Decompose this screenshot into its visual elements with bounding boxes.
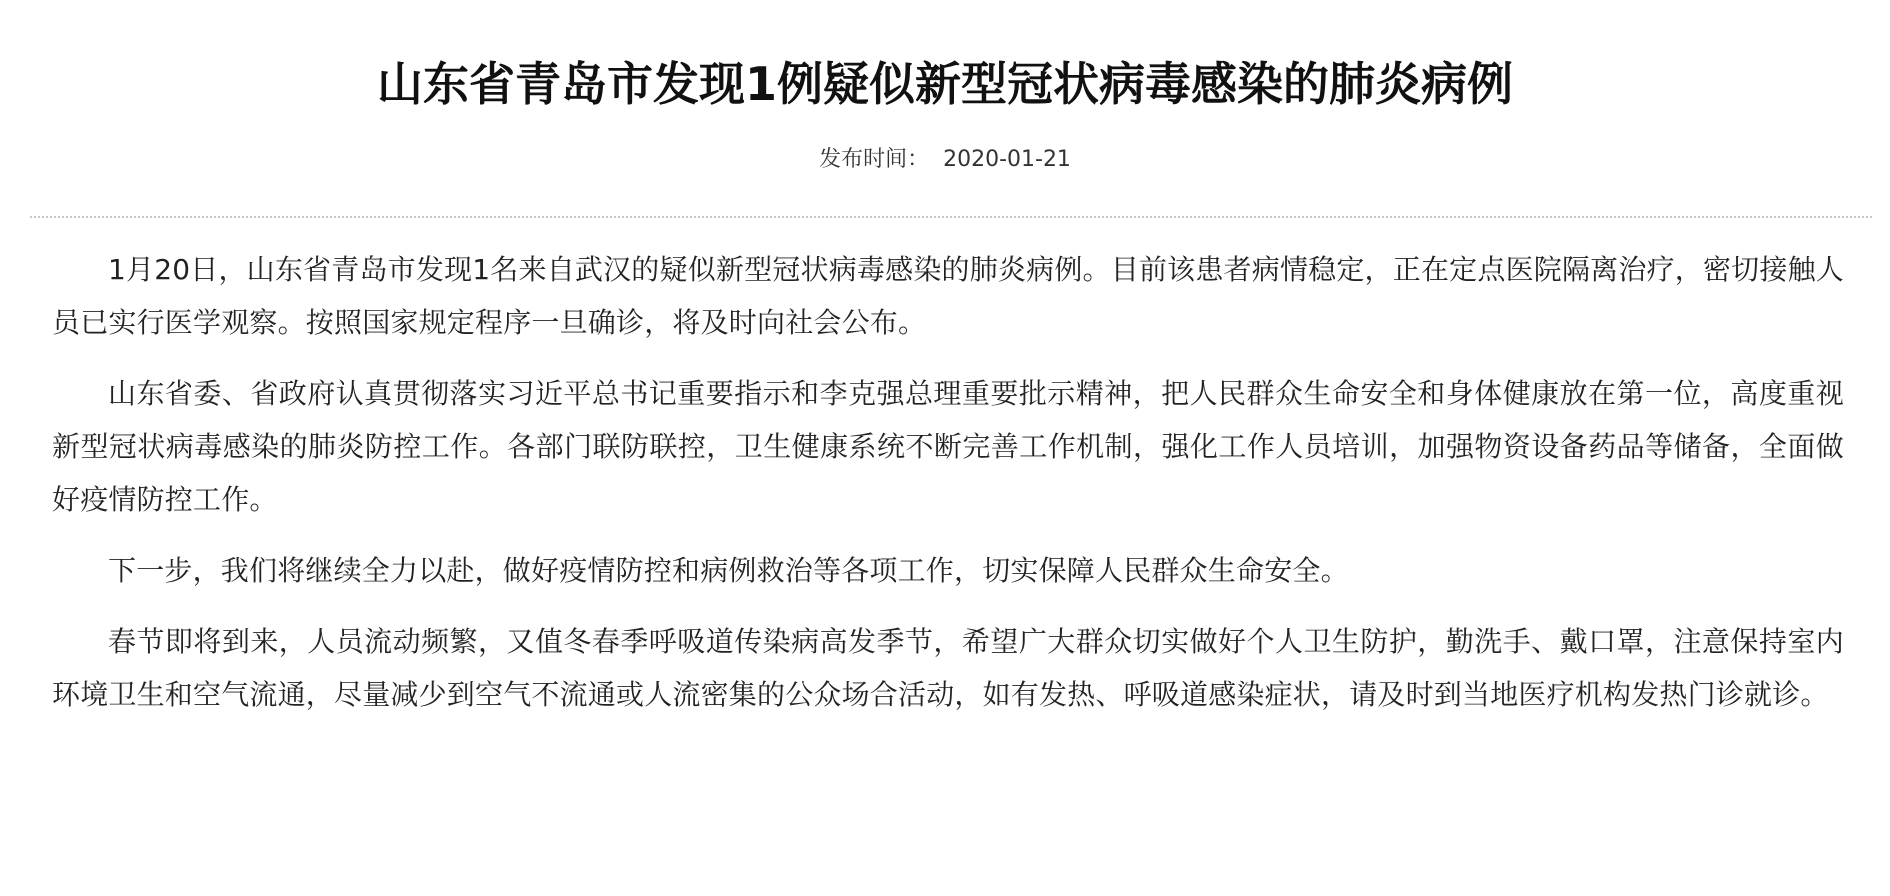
title-divider [30, 216, 1872, 218]
article-body [52, 243, 1844, 739]
paragraph-2: 山东省委、省政府认真贯彻落实习近平总书记重要指示和李克强总理重要批示精神，把人民群众生命安全和身体健康放在第一位，高度重视新型冠状病毒感染的肺炎防控工作。各部门联防联控，卫生健康系统不断完善工作机制，强化工作人员培训，加强物资设备药品等储备，全面做好疫情防控工作。 [52, 377, 1844, 516]
paragraph-1: 1月20日，山东省青岛市发现1名来自武汉的疑似新型冠状病毒感染的肺炎病例。目前该患者病情稳定，正在定点医院隔离治疗，密切接触人员已实行医学观察。按照国家规定程序一旦确诊，将及时向社会公布。 [52, 253, 1844, 339]
publish-label: 发布时间： [819, 147, 930, 172]
article-title: 山东省青岛市发现1例疑似新型冠状病毒感染的肺炎病例 [376, 57, 1513, 111]
publish-date: 2020-01-21 [943, 147, 1071, 172]
publish-meta [0, 145, 1890, 175]
paragraph-3: 下一步，我们将继续全力以赴，做好疫情防控和病例救治等各项工作，切实保障人民群众生命安全。 [108, 554, 1349, 587]
paragraph-4: 春节即将到来，人员流动频繁，又值冬春季呼吸道传染病高发季节，希望广大群众切实做好个人卫生防护，勤洗手、戴口罩，注意保持室内环境卫生和空气流通，尽量减少到空气不流通或人流密集的公众场合活动，如有发热、呼吸道感染症状，请及时到当地医疗机构发热门诊就诊。 [52, 625, 1844, 711]
